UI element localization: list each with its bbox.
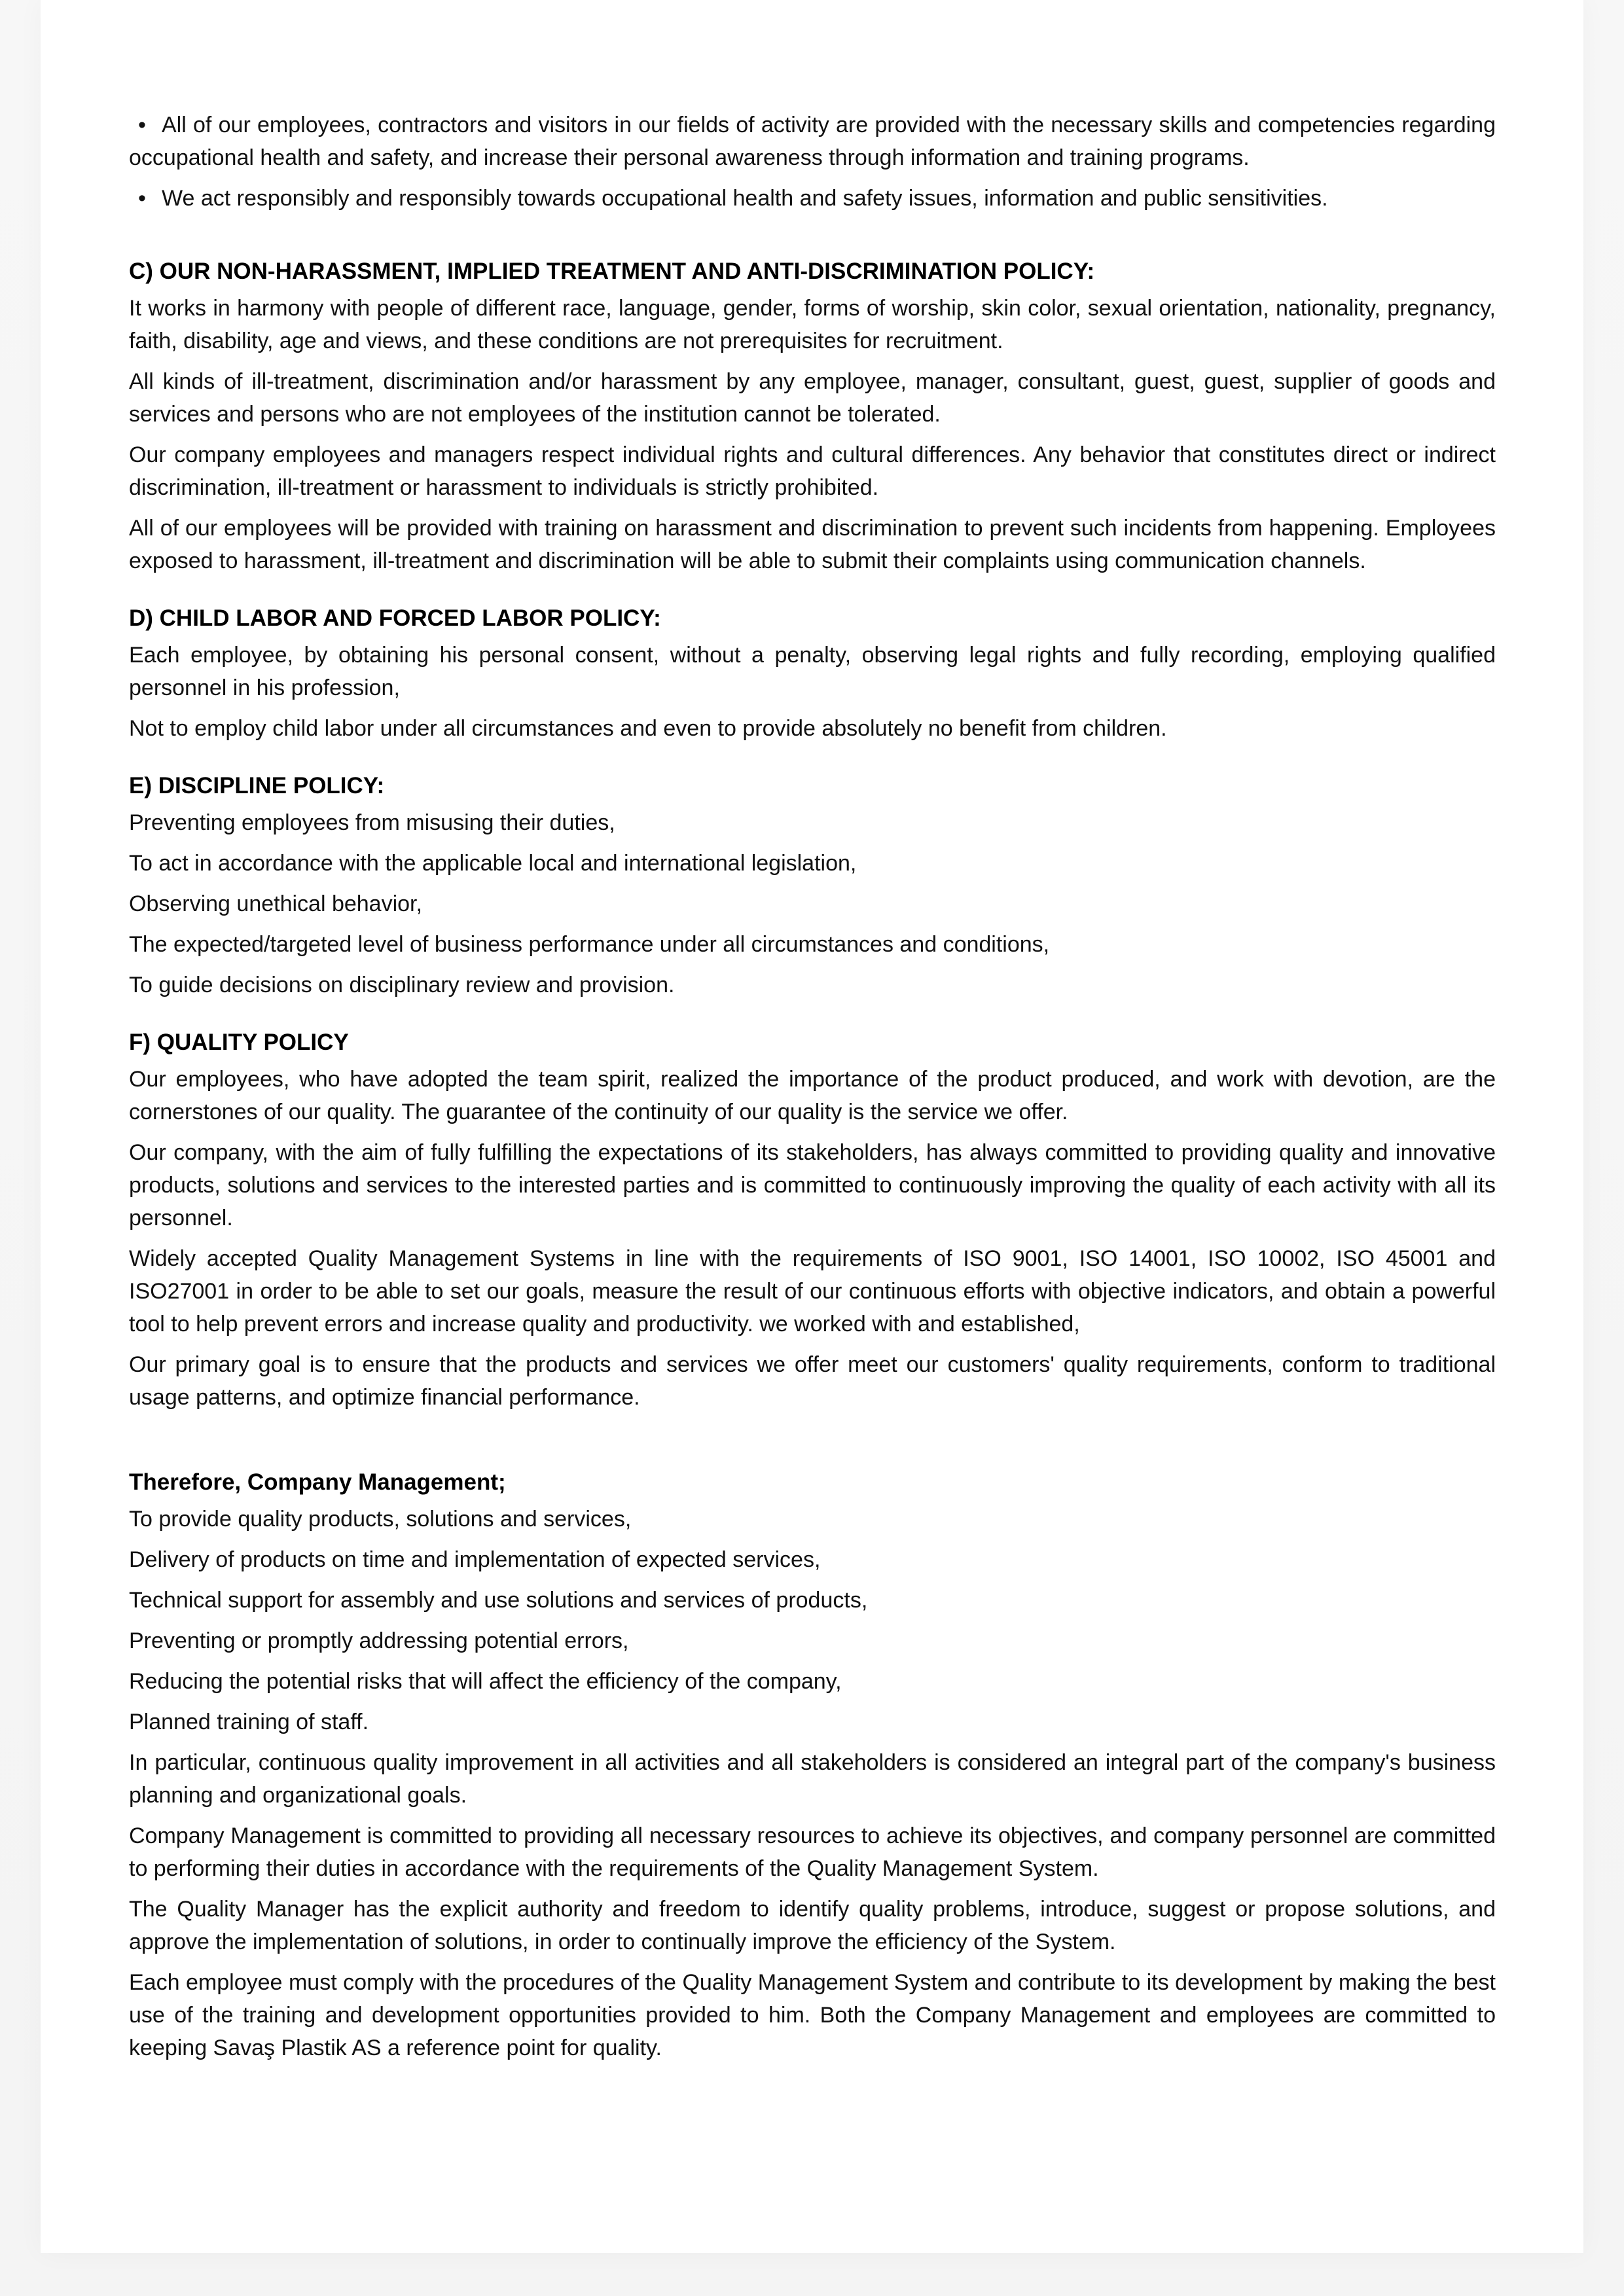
paragraph: All kinds of ill-treatment, discrimination and/or harassment by any employee, manager, consultant, guest, guest, supplier of goods and services and persons who are not employees of the institution cannot be tolerated.	[129, 369, 1496, 427]
paragraph: Delivery of products on time and implementation of expected services,	[129, 1547, 821, 1572]
section-quality-policy	[129, 1026, 1496, 1414]
paragraph: The expected/targeted level of business performance under all circumstances and conditions,	[129, 932, 1050, 957]
paragraph: To act in accordance with the applicable local and international legislation,	[129, 851, 857, 876]
bullet-text: All of our employees, contractors and visitors in our fields of activity are provided with the necessary skills and competencies regarding occupational health and safety, and increase their personal awareness through information and training programs.	[129, 113, 1496, 170]
paragraph: Our company employees and managers respect individual rights and cultural differences. Any behavior that constitutes direct or indirect discrimination, ill-treatment or harassment to individuals is strictly prohibited.	[129, 442, 1496, 500]
paragraph: All of our employees will be provided with training on harassment and discrimination to prevent such incidents from happening. Employees exposed to harassment, ill-treatment and discrimination will be able to submit their complaints using communication channels.	[129, 516, 1496, 573]
paragraph: To guide decisions on disciplinary review and provision.	[129, 973, 675, 997]
paragraph: Preventing or promptly addressing potential errors,	[129, 1628, 629, 1653]
paragraph: Preventing employees from misusing their duties,	[129, 810, 615, 835]
paragraph: Each employee, by obtaining his personal consent, without a penalty, observing legal rights and fully recording, employing qualified personnel in his profession,	[129, 643, 1496, 700]
paragraph: It works in harmony with people of different race, language, gender, forms of worship, skin color, sexual orientation, nationality, pregnancy, faith, disability, age and views, and these conditions are not prerequisites for recruitment.	[129, 296, 1496, 353]
paragraph: Widely accepted Quality Management Systems in line with the requirements of ISO 9001, ISO 14001, ISO 10002, ISO 45001 and ISO27001 in order to be able to set our goals, measure the result of our continuous efforts with objective indicators, and obtain a powerful tool to help prevent errors and increase quality and productivity. we worked with and established,	[129, 1246, 1496, 1336]
bullet-dot-icon: •	[138, 113, 146, 137]
paragraph: Our primary goal is to ensure that the products and services we offer meet our customers' quality requirements, conform to traditional usage patterns, and optimize financial performance.	[129, 1352, 1496, 1410]
section-heading: F) QUALITY POLICY	[129, 1030, 349, 1055]
section-company-management	[129, 1466, 1496, 2064]
bullet-item	[129, 109, 1496, 174]
section-harassment-policy	[129, 255, 1496, 577]
paragraph: To provide quality products, solutions and services,	[129, 1507, 632, 1532]
paragraph: The Quality Manager has the explicit authority and freedom to identify quality problems, introduce, suggest or propose solutions, and approve the implementation of solutions, in order to continually improve the efficiency of the System.	[129, 1897, 1496, 1954]
section-child-labor-policy	[129, 602, 1496, 745]
paragraph: Each employee must comply with the procedures of the Quality Management System and contribute to its development by making the best use of the training and development opportunities provided to him. Both the Company Management and employees are committed to keeping Savaş Plastik AS a reference point for quality.	[129, 1970, 1496, 2060]
bullet-text: We act responsibly and responsibly towards occupational health and safety issues, information and public sensitivities.	[162, 186, 1328, 211]
paragraph: Technical support for assembly and use solutions and services of products,	[129, 1588, 868, 1613]
paragraph: Our employees, who have adopted the team spirit, realized the importance of the product produced, and work with devotion, are the cornerstones of our quality. The guarantee of the continuity of our quality is the service we offer.	[129, 1067, 1496, 1124]
paragraph: Our company, with the aim of fully fulfilling the expectations of its stakeholders, has always committed to providing quality and innovative products, solutions and services to the interested parties and is committed to continuously improving the quality of each activity with all its personnel.	[129, 1140, 1496, 1230]
bullet-item	[129, 182, 1496, 215]
paragraph: Observing unethical behavior,	[129, 891, 422, 916]
paragraph: In particular, continuous quality improvement in all activities and all stakeholders is considered an integral part of the company's business planning and organizational goals.	[129, 1750, 1496, 1808]
bullet-list	[129, 109, 1496, 215]
section-heading: E) DISCIPLINE POLICY:	[129, 773, 385, 798]
bullet-dot-icon: •	[138, 186, 146, 211]
section-discipline-policy	[129, 770, 1496, 1001]
paragraph: Not to employ child labor under all circumstances and even to provide absolutely no benefit from children.	[129, 716, 1167, 741]
paragraph: Planned training of staff.	[129, 1710, 369, 1734]
document-page	[41, 0, 1583, 2253]
section-heading: C) OUR NON-HARASSMENT, IMPLIED TREATMENT AND ANTI-DISCRIMINATION POLICY:	[129, 259, 1095, 284]
section-heading: Therefore, Company Management;	[129, 1469, 506, 1495]
paragraph: Reducing the potential risks that will affect the efficiency of the company,	[129, 1669, 842, 1694]
paragraph: Company Management is committed to providing all necessary resources to achieve its objectives, and company personnel are committed to performing their duties in accordance with the requirements of the Quality Management System.	[129, 1823, 1496, 1881]
section-heading: D) CHILD LABOR AND FORCED LABOR POLICY:	[129, 605, 661, 631]
document-content	[129, 109, 1496, 2089]
